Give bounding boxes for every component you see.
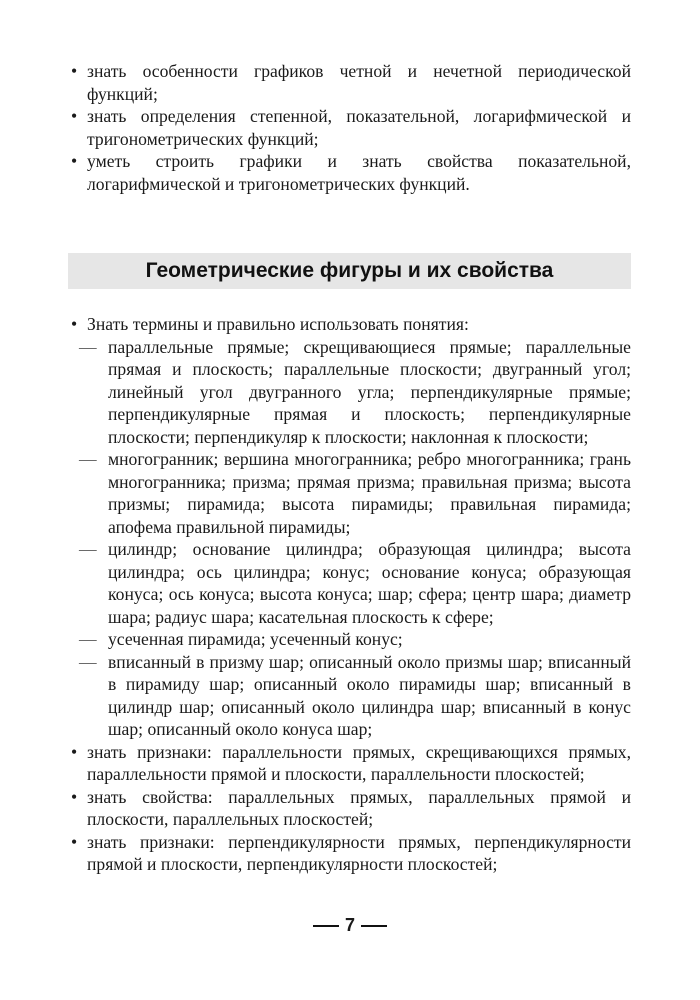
list-item: • знать определения степенной, показательной, логарифмической и тригонометрических функций; bbox=[68, 105, 631, 150]
list-item: • знать свойства: параллельных прямых, параллельных прямой и плоскости, параллельных плоскостей; bbox=[68, 786, 631, 831]
page-number-left-rule bbox=[313, 925, 339, 927]
terms-intro: Знать термины и правильно использовать понятия: bbox=[87, 314, 469, 334]
sublist-item: — многогранник; вершина многогранника; ребро многогранника; грань многогранника; призма; прямая призма; правильная призма; высота призмы; пирамида; высота пирамиды; правильная пирамида; апофема правильной пирамиды; bbox=[68, 448, 631, 538]
page-number bbox=[0, 915, 700, 936]
list-item: • знать особенности графиков четной и нечетной периодической функций; bbox=[68, 60, 631, 105]
page-number-right-rule bbox=[361, 925, 387, 927]
sublist-item: — усеченная пирамида; усеченный конус; bbox=[68, 628, 631, 651]
sublist-item: — цилиндр; основание цилиндра; образующая цилиндра; высота цилиндра; ось цилиндра; конус; основание конуса; образующая конуса; ось конуса; высота конуса; шар; сфера; центр шара; диаметр шара; радиус шара; касательная плоскость к сфере; bbox=[68, 538, 631, 628]
sublist-item: — параллельные прямые; скрещивающиеся прямые; параллельные прямая и плоскость; параллельные плоскости; двугранный угол; линейный угол двугранного угла; перпендикулярные прямые; перпендикулярные прямая и плоскость; перпендикулярные плоскости; перпендикуляр к плоскости; наклонная к плоскости; bbox=[68, 336, 631, 449]
page-number-value: 7 bbox=[344, 915, 355, 935]
section-heading: Геометрические фигуры и их свойства bbox=[68, 253, 631, 289]
page-content bbox=[68, 60, 631, 876]
intro-list bbox=[68, 60, 631, 195]
list-item: • уметь строить графики и знать свойства показательной, логарифмической и тригонометрических функций. bbox=[68, 150, 631, 195]
sublist-item: — вписанный в призму шар; описанный около призмы шар; вписанный в пирамиду шар; описанный около пирамиды шар; вписанный в цилиндр шар; описанный около цилиндра шар; вписанный в конус шар; описанный около конуса шар; bbox=[68, 651, 631, 741]
terms-sublist bbox=[87, 336, 631, 741]
list-item-terms bbox=[68, 313, 631, 741]
list-item: • знать признаки: параллельности прямых, скрещивающихся прямых, параллельности прямой и плоскости, параллельности плоскостей; bbox=[68, 741, 631, 786]
main-list bbox=[68, 313, 631, 876]
list-item: • знать признаки: перпендикулярности прямых, перпендикулярности прямой и плоскости, перпендикулярности плоскостей; bbox=[68, 831, 631, 876]
